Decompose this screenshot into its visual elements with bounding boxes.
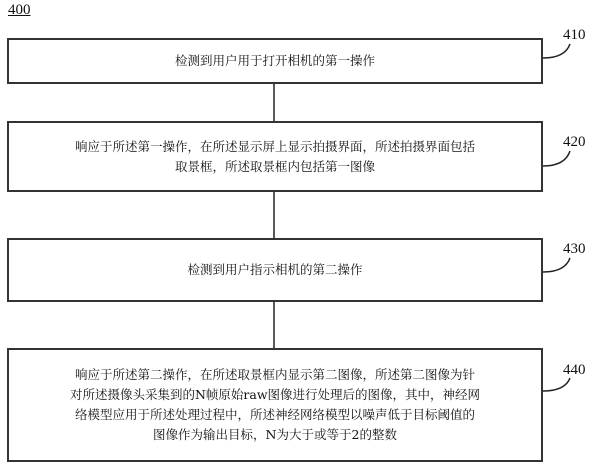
leader-430 [543, 258, 570, 272]
step-text: 响应于所述第一操作，在所述显示屏上显示拍摄界面，所述拍摄界面包括 [74, 138, 475, 154]
leader-420 [543, 151, 570, 166]
step-label-420: 420 [563, 134, 586, 150]
step-label-430: 430 [563, 241, 586, 257]
step-text: 取景框，所述取景框内包括第一图像 [174, 158, 375, 174]
step-440-box [7, 348, 543, 462]
step-label-440: 440 [563, 362, 586, 378]
step-text: 检测到用户指示相机的第二操作 [187, 262, 363, 277]
step-label-410: 410 [563, 27, 586, 43]
leader-440 [543, 378, 570, 391]
step-text: 响应于所述第二操作，在所述取景框内显示第二图像，所述第二图像为针 [74, 367, 475, 382]
step-text: 图像作为输出目标，N为大于或等于2的整数 [153, 427, 397, 442]
step-420-box [7, 121, 543, 192]
figure-number: 400 [8, 2, 31, 18]
step-text: 络模型应用于所述处理过程中，所述神经网络模型以噪声低于目标阈值的 [74, 407, 475, 422]
leader-410 [543, 44, 570, 58]
step-430-box [7, 238, 543, 302]
step-text: 检测到用户用于打开相机的第一操作 [174, 53, 375, 68]
step-410-box [7, 38, 543, 84]
step-text: 对所述摄像头采集到的N帧原始raw图像进行处理后的图像，其中，神经网 [69, 387, 481, 402]
